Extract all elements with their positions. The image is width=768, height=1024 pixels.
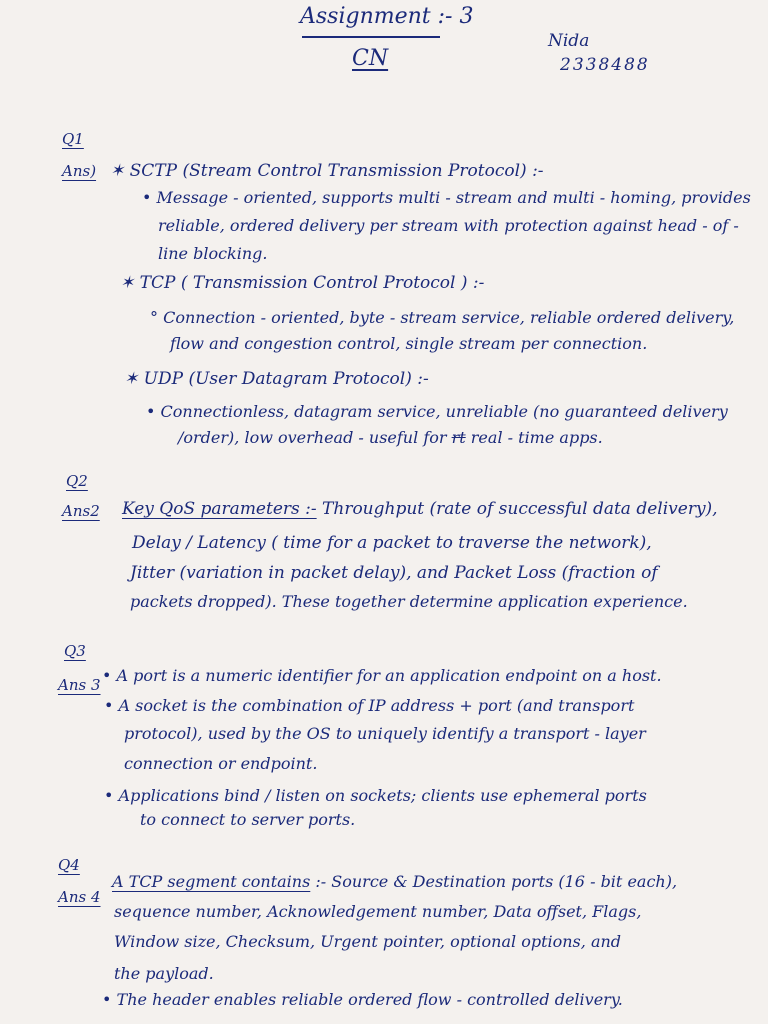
q3-line-2: • A socket is the combination of IP address + port (and transport: [104, 696, 635, 715]
subject-label: CN: [352, 46, 389, 71]
q4-answer-line-3: Window size, Checksum, Urgent pointer, optional options, and: [114, 932, 622, 951]
title-underline: [302, 36, 440, 38]
assignment-title: Assignment :- 3: [300, 4, 474, 29]
udp-line-2: /order), low overhead - useful for rt real - time apps.: [178, 428, 603, 447]
udp-heading: ✶ UDP (User Datagram Protocol) :-: [124, 369, 429, 389]
q2-answer-line-1: Key QoS parameters :- Throughput (rate of successful data delivery),: [122, 499, 718, 519]
q3-line-4: connection or endpoint.: [124, 754, 318, 773]
q2-label: Q2: [66, 472, 88, 490]
q3-line-5: • Applications bind / listen on sockets; clients use ephemeral ports: [104, 786, 647, 805]
tcp-heading: ✶ TCP ( Transmission Control Protocol ) :-: [120, 273, 485, 293]
q3-line-1: • A port is a numeric identifier for an application endpoint on a host.: [102, 666, 662, 685]
udp-struck-text: rt: [451, 428, 466, 447]
q2-answer-line-3: Jitter (variation in packet delay), and Packet Loss (fraction of: [130, 563, 658, 583]
q2-answer-line-4: packets dropped). These together determine application experience.: [130, 592, 688, 611]
q4-answer-label: Ans 4: [58, 888, 101, 906]
student-name: Nida: [548, 31, 590, 51]
q1-answer-label: Ans): [62, 162, 97, 180]
q3-answer-label: Ans 3: [58, 676, 101, 694]
q4-answer-line-2: sequence number, Acknowledgement number, Data offset, Flags,: [114, 902, 642, 921]
q2-answer-line-2: Delay / Latency ( time for a packet to traverse the network),: [132, 533, 652, 553]
q4-label: Q4: [58, 856, 80, 874]
q4-answer-line-5: • The header enables reliable ordered flow - controlled delivery.: [102, 990, 623, 1009]
sctp-heading: ✶ SCTP (Stream Control Transmission Protocol) :-: [110, 161, 544, 181]
tcp-line-1: ° Connection - oriented, byte - stream service, reliable ordered delivery,: [150, 308, 735, 327]
q1-label: Q1: [62, 130, 84, 148]
q2-answer-label: Ans2: [62, 502, 100, 520]
q4-answer-line-4: the payload.: [114, 964, 214, 983]
q3-line-3: protocol), used by the OS to uniquely identify a transport - layer: [124, 724, 646, 743]
roll-number: 2338488: [560, 55, 650, 75]
q3-line-6: to connect to server ports.: [140, 810, 356, 829]
sctp-line-2: reliable, ordered delivery per stream with protection against head - of -: [158, 216, 739, 235]
q4-answer-line-1: A TCP segment contains :- Source & Destination ports (16 - bit each),: [112, 872, 678, 891]
udp-line-1: • Connectionless, datagram service, unreliable (no guaranteed delivery: [146, 402, 728, 421]
tcp-line-2: flow and congestion control, single stream per connection.: [170, 334, 648, 353]
sctp-line-1: • Message - oriented, supports multi - stream and multi - homing, provides: [142, 188, 751, 207]
sctp-line-3: line blocking.: [158, 244, 268, 263]
q3-label: Q3: [64, 642, 86, 660]
